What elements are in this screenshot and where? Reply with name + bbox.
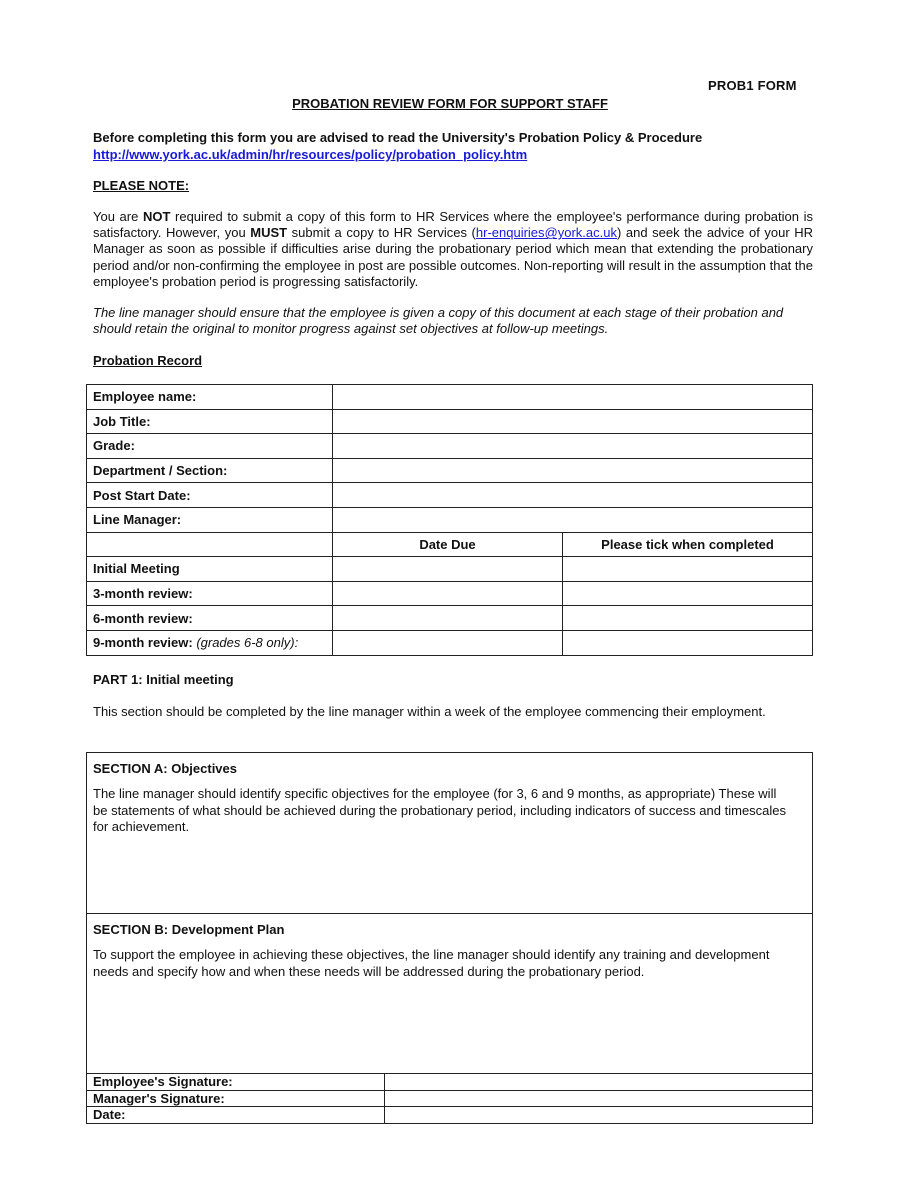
table-row — [87, 385, 813, 410]
9-month-tick-field[interactable] — [563, 630, 813, 655]
note-not: NOT — [142, 209, 171, 224]
line-manager-field[interactable] — [333, 507, 813, 532]
section-b-heading: SECTION B: Development Plan — [93, 922, 285, 937]
form-code: PROB1 FORM — [708, 78, 797, 93]
job-title-field[interactable] — [333, 409, 813, 434]
date-field[interactable] — [384, 1107, 812, 1123]
employee-signature-label: Employee's Signature: — [93, 1074, 233, 1090]
section-b-text: To support the employee in achieving these objectives, the line manager should identify any training and development needs and specify how and when these needs will be addressed during the probationary period. — [93, 947, 770, 979]
probation-record-heading: Probation Record — [93, 353, 203, 368]
table-row — [87, 1074, 812, 1090]
initial-meeting-date-field[interactable] — [333, 557, 563, 582]
review-label: 6-month review: — [87, 606, 333, 631]
review-9-label: 9-month review: — [93, 635, 193, 651]
post-start-date-field[interactable] — [333, 483, 813, 508]
employee-signature-field[interactable] — [384, 1074, 812, 1090]
table-row — [87, 606, 813, 631]
section-a-objectives[interactable] — [87, 753, 812, 914]
review-label: Initial Meeting — [87, 557, 333, 582]
table-row — [87, 507, 813, 532]
table-row — [87, 409, 813, 434]
table-row — [87, 581, 813, 606]
field-label: Grade: — [87, 434, 333, 459]
signature-table — [87, 1074, 812, 1123]
3-month-tick-field[interactable] — [563, 581, 813, 606]
table-header-row — [87, 532, 813, 557]
9-month-date-field[interactable] — [333, 630, 563, 655]
review-label — [87, 630, 333, 655]
note-text-c: submit a copy to HR Services ( — [287, 225, 476, 241]
intro-text: Before completing this form you are advised to read the University's Probation Policy & Procedure — [93, 130, 703, 145]
field-label: Job Title: — [87, 409, 333, 434]
intro-block — [93, 129, 813, 163]
tick-header: Please tick when completed — [563, 532, 813, 557]
date-due-header: Date Due — [333, 532, 563, 557]
6-month-tick-field[interactable] — [563, 606, 813, 631]
field-label: Employee name: — [87, 385, 333, 410]
part1-heading: PART 1: Initial meeting — [93, 672, 234, 687]
sections-box — [86, 752, 813, 1124]
please-note-heading: PLEASE NOTE: — [93, 178, 190, 193]
note-text-d: ) and seek the advice of your HR Manager as soon as possible if difficulties arise during the probationary period which mean that extending the probationary period and/or non-confirming the employee in post are possible outcomes. Non-reporting will result in the assumption that the employee's probation period is progressing satisfactorily. — [93, 225, 814, 289]
table-row — [87, 1090, 812, 1107]
note-must: MUST — [250, 225, 288, 241]
page-title: PROBATION REVIEW FORM FOR SUPPORT STAFF — [292, 96, 608, 111]
field-label: Line Manager: — [87, 507, 333, 532]
review-9-note: (grades 6-8 only): — [196, 635, 299, 651]
3-month-date-field[interactable] — [333, 581, 563, 606]
section-a-text: The line manager should identify specific objectives for the employee (for 3, 6 and 9 months, as appropriate) These will be statements of what should be achieved during the probationary period, including indicators of success and timescales for achievement. — [93, 786, 787, 834]
note-text-b: required to submit a copy of this form to HR Services where the employee's performance during probation is satisfactory. However, you — [93, 209, 814, 241]
policy-link[interactable]: http://www.york.ac.uk/admin/hr/resources/policy/probation_policy.htm — [93, 147, 528, 162]
table-row — [87, 1107, 812, 1123]
note-text-a: You are — [93, 209, 143, 224]
field-label: Department / Section: — [87, 458, 333, 483]
table-row — [87, 557, 813, 582]
employee-name-field[interactable] — [333, 385, 813, 410]
table-row — [87, 483, 813, 508]
grade-field[interactable] — [333, 434, 813, 459]
line-manager-note: The line manager should ensure that the employee is given a copy of this document at each stage of their probation and should retain the original to monitor progress against set objectives at follow-up meetings. — [93, 305, 784, 337]
table-row — [87, 458, 813, 483]
empty-header-cell — [87, 532, 333, 557]
manager-signature-field[interactable] — [384, 1090, 812, 1107]
manager-signature-label: Manager's Signature: — [87, 1090, 384, 1107]
initial-meeting-tick-field[interactable] — [563, 557, 813, 582]
date-label: Date: — [87, 1107, 384, 1123]
hr-email-link[interactable]: hr-enquiries@york.ac.uk — [475, 225, 617, 241]
table-row — [87, 434, 813, 459]
field-label: Post Start Date: — [87, 483, 333, 508]
note-paragraph — [93, 209, 813, 290]
table-row — [87, 630, 813, 655]
department-field[interactable] — [333, 458, 813, 483]
6-month-date-field[interactable] — [333, 606, 563, 631]
section-a-heading: SECTION A: Objectives — [93, 761, 237, 776]
review-label: 3-month review: — [87, 581, 333, 606]
probation-record-table — [86, 384, 813, 656]
part1-text: This section should be completed by the line manager within a week of the employee commencing their employment. — [93, 704, 766, 719]
section-b-development-plan[interactable] — [87, 914, 812, 1074]
